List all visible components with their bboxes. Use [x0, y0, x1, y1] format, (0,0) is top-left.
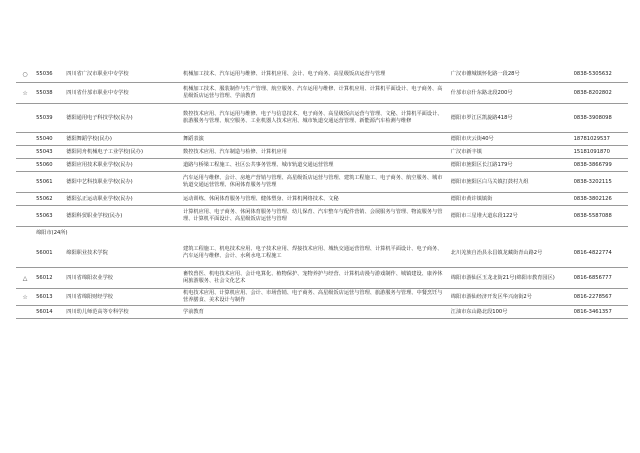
- row-mark: [16, 193, 34, 206]
- school-address: 德阳市黄许镇镇街: [449, 193, 572, 206]
- school-name: 德阳舞蹈学校(民办): [64, 133, 181, 146]
- school-majors: 汽车运用与维修、会计、房地产营销与管理、高星级饭店运营与管理、建筑工程施工、电子商务、航空服务、城市轨道交通运营管理、休闲体育服务与管理: [181, 172, 449, 193]
- school-majors: 学前教育: [181, 306, 449, 319]
- row-mark: [16, 206, 34, 227]
- school-code: 56013: [34, 289, 64, 306]
- table-row: [16, 268, 628, 289]
- school-address: 广汉市雒城镇怀化路一段28号: [449, 66, 572, 83]
- school-address: 江油市东山路北段100号: [449, 306, 572, 319]
- school-phone: 0838-3802126: [572, 193, 628, 206]
- school-address: 广汉市新丰镇: [449, 146, 572, 159]
- school-majors: 数控技术应用、汽车制造与检修、计算机应用: [181, 146, 449, 159]
- school-majors: 数控技术应用、汽车运用与维修、电子与信息技术、电子商务、高星级饭店运营与管理、文秘、计算机平面设计、旅游服务与管理、航空服务、工业机器人技术应用、城市轨道交通运营管理、新能源汽车检测与维修: [181, 104, 449, 133]
- school-address: 德阳市罗江区凯旋路418号: [449, 104, 572, 133]
- school-code: 55062: [34, 193, 64, 206]
- school-phone: 0816-3461357: [572, 306, 628, 319]
- school-name: 德阳应用技术职业学校(民办): [64, 159, 181, 172]
- row-mark: [16, 133, 34, 146]
- table-row: [16, 193, 628, 206]
- school-phone: 0816-6856777: [572, 268, 628, 289]
- school-phone: 0838-3202115: [572, 172, 628, 193]
- row-mark: [16, 104, 34, 133]
- school-majors: 计算机应用、电子商务、休闲体育服务与管理、幼儿保育、汽车整车与配件营销、会展服务与管理、物流服务与管理、计算机平面设计、高星级饭店运营与管理: [181, 206, 449, 227]
- school-phone: 0816-4822774: [572, 239, 628, 268]
- school-name: 四川省广汉市职业中专学校: [64, 66, 181, 83]
- school-address: 什邡市京什东路北段200号: [449, 83, 572, 104]
- school-name: 四川省绵阳农业学校: [64, 268, 181, 289]
- school-address: 绵阳市游仙区玉龙北街21号(绵阳市教育园区): [449, 268, 572, 289]
- school-code: 55038: [34, 83, 64, 104]
- table-row: [16, 104, 628, 133]
- table-row: [16, 133, 628, 146]
- school-majors: 畜牧兽医、机电技术应用、会计电算化、植物保护、宠物养护与经营、计算机动漫与游戏制作、城镇建设、康养休闲旅游服务、社会文化艺术: [181, 268, 449, 289]
- region-group-label: 绵阳市(24所): [36, 229, 68, 236]
- school-address: 德阳市三星堆大道东段122号: [449, 206, 572, 227]
- row-mark: [16, 172, 34, 193]
- row-mark: ☆: [16, 83, 34, 104]
- school-name: 德阳科贸职业学校(民办): [64, 206, 181, 227]
- school-address: 德阳市旌阳区白马关镇打鼓村九组: [449, 172, 572, 193]
- school-phone: 0838-3866799: [572, 159, 628, 172]
- school-phone: 0838-5587088: [572, 206, 628, 227]
- table-row: [16, 66, 628, 83]
- school-table-body: [16, 66, 628, 319]
- table-row: [16, 306, 628, 319]
- school-code: 55043: [34, 146, 64, 159]
- school-name: 四川幼儿师范高等专科学校: [64, 306, 181, 319]
- school-majors: 机械加工技术、服装制作与生产管理、航空服务、汽车运用与维修、计算机应用、计算机平面设计、电子商务、高星级饭店运营与管理、学前教育: [181, 83, 449, 104]
- school-table: [16, 66, 628, 319]
- school-name: 四川省绵阳财经学校: [64, 289, 181, 306]
- school-phone: 0838-3908098: [572, 104, 628, 133]
- region-group-row: [16, 227, 628, 240]
- school-code: 55060: [34, 159, 64, 172]
- table-row: [16, 172, 628, 193]
- school-phone: 15181091870: [572, 146, 628, 159]
- school-majors: 舞蹈表演: [181, 133, 449, 146]
- school-majors: 机电技术应用、计算机应用、会计、市场营销、电子商务、高星级饭店运营与管理、旅游服务与管理、中餐烹饪与营养膳食、美术设计与制作: [181, 289, 449, 306]
- table-row: [16, 83, 628, 104]
- school-code: 56014: [34, 306, 64, 319]
- row-mark: △: [16, 268, 34, 289]
- school-majors: 道路与桥梁工程施工、社区公共事务管理、城市轨道交通运营管理: [181, 159, 449, 172]
- school-majors: 建筑工程施工、机电技术应用、电子技术应用、焊接技术应用、城轨交通运营管理、计算机平面设计、电子商务、汽车运用与维修、会计、水利水电工程施工: [181, 239, 449, 268]
- school-name: 德阳中艺科技职业学校(民办): [64, 172, 181, 193]
- school-name: 绵阳职业技术学院: [64, 239, 181, 268]
- school-majors: 运动训练、休闲体育服务与管理、健体塑身、计算机网络技术、文秘: [181, 193, 449, 206]
- school-code: 55061: [34, 172, 64, 193]
- school-address: 德阳市庆云街40号: [449, 133, 572, 146]
- school-name: 德阳同舟机械电子工业学校(民办): [64, 146, 181, 159]
- school-code: 55039: [34, 104, 64, 133]
- row-mark: ☆: [16, 289, 34, 306]
- row-mark: [16, 227, 34, 240]
- table-row: [16, 159, 628, 172]
- school-address: 绵阳市游仙经济开发区华兴南街2号: [449, 289, 572, 306]
- table-row: [16, 239, 628, 268]
- row-mark: [16, 146, 34, 159]
- school-phone: 18781029537: [572, 133, 628, 146]
- school-name: 四川省什邡市职业中专学校: [64, 83, 181, 104]
- school-address: 北川羌族自治县永昌镇龙藏街青山路2号: [449, 239, 572, 268]
- school-code: 56001: [34, 239, 64, 268]
- school-phone: 0838-8202802: [572, 83, 628, 104]
- school-majors: 机械加工技术、汽车运用与维修、计算机应用、会计、电子商务、高星级饭店运营与管理: [181, 66, 449, 83]
- school-name: 德阳通用电子科技学校(民办): [64, 104, 181, 133]
- row-mark: [16, 239, 34, 268]
- row-mark: ○: [16, 66, 34, 83]
- row-mark: [16, 159, 34, 172]
- school-code: 56012: [34, 268, 64, 289]
- table-row: [16, 206, 628, 227]
- row-mark: [16, 306, 34, 319]
- school-code: 55040: [34, 133, 64, 146]
- school-code: 55036: [34, 66, 64, 83]
- table-row: [16, 146, 628, 159]
- school-name: 德阳弘正运动职业学校(民办): [64, 193, 181, 206]
- school-code: 55063: [34, 206, 64, 227]
- table-row: [16, 289, 628, 306]
- school-phone: 0838-5305632: [572, 66, 628, 83]
- school-address: 德阳市旌阳区长江路179号: [449, 159, 572, 172]
- school-phone: 0816-2278567: [572, 289, 628, 306]
